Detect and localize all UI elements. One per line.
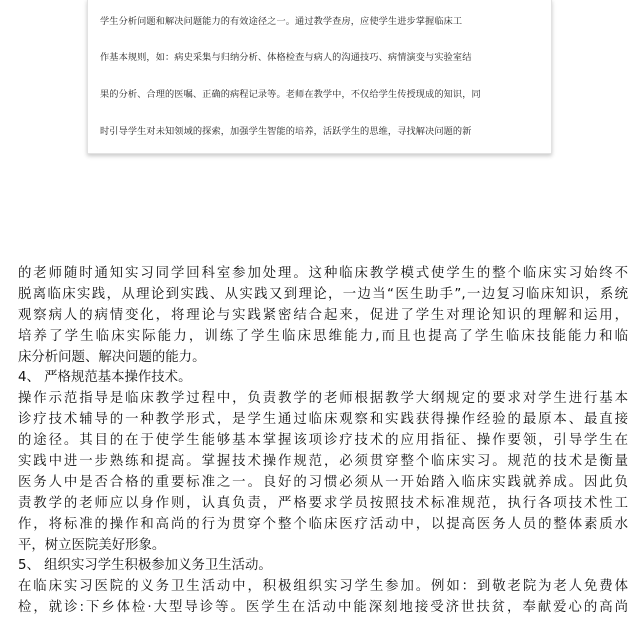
body-line: 诊疗技术辅导的一种教学形式，是学生通过临床观察和实践获得操作经验的最原本、最直接	[18, 412, 628, 428]
body-line: 作，将标准的操作和高尚的行为贯穿个整个临床医疗活动中，以提高医务人员的整体素质水	[18, 516, 628, 532]
embedded-page-image	[88, 0, 551, 153]
body-line: 观察病人的病情变化，将理论与实践紧密结合起来，促进了学生对理论知识的理解和运用，	[18, 307, 628, 323]
document-body	[18, 264, 628, 619]
embedded-line: 学生分析问题和解决问题能力的有效途径之一。通过教学查房，应使学生进步掌握临床工	[100, 15, 463, 27]
body-line: 培养了学生临床实际能力，训练了学生临床思维能力,而且也提高了学生临床技能能力和临	[18, 328, 628, 344]
embedded-page-text	[100, 0, 539, 153]
embedded-line: 作基本规则，如：病史采集与归纳分析、体格检查与病人的沟通技巧、病情演变与实验室结	[100, 52, 472, 64]
body-line: 在临床实习医院的义务卫生活动中，积极组织实习学生参加。例如：到敬老院为老人免费体	[18, 579, 628, 595]
section-heading-4: 4、 严格规范基本操作技术。	[18, 370, 192, 386]
body-line: 的途径。其目的在于使学生能够基本掌握该项诊疗技术的应用指征、操作要领，引导学生在	[18, 433, 628, 449]
body-line: 脱离临床实践，从理论到实践、从实践又到理论，一边当“医生助手”,一边复习临床知识，系统	[18, 286, 628, 302]
section-heading-5: 5、 组织实习学生积极参加义务卫生活动。	[18, 558, 272, 574]
body-line: 检，就诊:下乡体检·大型导诊等。医学生在活动中能深刻地接受济世扶贫，奉献爱心的高尚	[18, 600, 628, 616]
body-line: 床分析问题、解决问题的能力。	[18, 349, 206, 365]
body-line: 的老师随时通知实习同学回科室参加处理。这种临床教学模式使学生的整个临床实习始终不	[18, 266, 628, 281]
body-line: 操作示范指导是临床教学过程中，负责教学的老师根据教学大纲规定的要求对学生进行基本	[18, 391, 628, 407]
body-line: 实践中进一步熟练和提高。掌握技术操作规范，必须贯穿整个临床实习。规范的技术是衡量	[18, 454, 628, 470]
body-line: 医务人中是否合格的重要标准之一。良好的习惯必须从一开始踏入临床实践就养成。因此负	[18, 474, 628, 490]
body-line: 平，树立医院美好形象。	[18, 537, 166, 553]
embedded-line: 时引导学生对未知领域的探索，加强学生智能的培养，活跃学生的思维，寻找解决问题的新	[100, 126, 472, 138]
embedded-line: 果的分析、合理的医嘱、正确的病程记录等。老师在教学中，不仅给学生传授现成的知识，同	[100, 89, 481, 101]
body-line: 责教学的老师应以身作则，认真负责，严格要求学员按照技术标准规范，执行各项技术性工	[18, 495, 628, 511]
